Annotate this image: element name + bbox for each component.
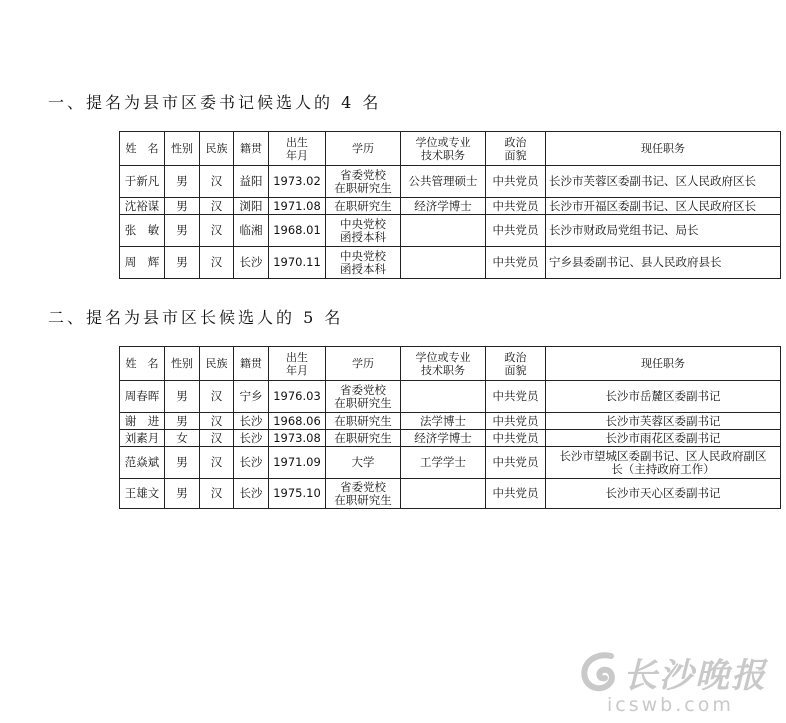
header-name: 姓 名	[120, 132, 165, 166]
cell-birth-date: 1970.11	[269, 247, 326, 279]
cell-degree: 法学博士	[401, 413, 486, 430]
swirl-logo-icon	[577, 650, 621, 694]
section-1-heading: 一、提名为县市区委书记候选人的 4 名	[48, 93, 382, 112]
cell-ethnicity: 汉	[200, 215, 234, 247]
cell-name: 于新凡	[120, 166, 165, 198]
cell-gender: 女	[165, 430, 200, 447]
cell-native-place: 长沙	[234, 430, 269, 447]
cell-current-position: 长沙市天心区委副书记	[546, 479, 781, 509]
header-gender: 性别	[165, 347, 200, 381]
table-row	[120, 430, 781, 447]
cell-degree: 经济学博士	[401, 198, 486, 215]
header-ethnicity: 民族	[200, 132, 234, 166]
header-birth-date: 出生 年月	[269, 347, 326, 381]
cell-degree: 公共管理硕士	[401, 166, 486, 198]
cell-political-status: 中共党员	[486, 479, 546, 509]
cell-political-status: 中共党员	[486, 447, 546, 479]
cell-education: 中央党校 函授本科	[326, 247, 401, 279]
cell-ethnicity: 汉	[200, 198, 234, 215]
cell-name: 周 辉	[120, 247, 165, 279]
cell-gender: 男	[165, 198, 200, 215]
cell-name: 谢 进	[120, 413, 165, 430]
cell-gender: 男	[165, 166, 200, 198]
table-row	[120, 413, 781, 430]
table-row	[120, 215, 781, 247]
section-2-heading: 二、提名为县市区长候选人的 5 名	[48, 308, 344, 327]
cell-ethnicity: 汉	[200, 447, 234, 479]
cell-current-position: 宁乡县委副书记、县人民政府县长	[546, 247, 781, 279]
cell-degree	[401, 247, 486, 279]
cell-birth-date: 1976.03	[269, 381, 326, 413]
cell-gender: 男	[165, 413, 200, 430]
header-degree: 学位或专业 技术职务	[401, 132, 486, 166]
header-education: 学历	[326, 347, 401, 381]
cell-native-place: 长沙	[234, 447, 269, 479]
cell-gender: 男	[165, 381, 200, 413]
cell-gender: 男	[165, 479, 200, 509]
header-current-position: 现任职务	[546, 347, 781, 381]
cell-degree: 工学学士	[401, 447, 486, 479]
table-header-row	[120, 347, 781, 381]
cell-education: 在职研究生	[326, 413, 401, 430]
table-row	[120, 447, 781, 479]
cell-political-status: 中共党员	[486, 413, 546, 430]
cell-degree: 经济学博士	[401, 430, 486, 447]
cell-native-place: 长沙	[234, 479, 269, 509]
cell-name: 王雄文	[120, 479, 165, 509]
cell-education: 在职研究生	[326, 430, 401, 447]
table-row	[120, 247, 781, 279]
table-row	[120, 479, 781, 509]
cell-gender: 男	[165, 447, 200, 479]
cell-political-status: 中共党员	[486, 430, 546, 447]
newspaper-name: 长沙晚报	[623, 656, 767, 696]
cell-education: 在职研究生	[326, 198, 401, 215]
cell-education: 大学	[326, 447, 401, 479]
cell-ethnicity: 汉	[200, 381, 234, 413]
cell-degree	[401, 215, 486, 247]
cell-native-place: 临湘	[234, 215, 269, 247]
cell-name: 张 敏	[120, 215, 165, 247]
cell-native-place: 益阳	[234, 166, 269, 198]
header-name: 姓 名	[120, 347, 165, 381]
table-header-row	[120, 132, 781, 166]
cell-political-status: 中共党员	[486, 166, 546, 198]
cell-name: 刘素月	[120, 430, 165, 447]
cell-birth-date: 1968.06	[269, 413, 326, 430]
cell-ethnicity: 汉	[200, 430, 234, 447]
table-row	[120, 198, 781, 215]
header-political-status: 政治 面貌	[486, 132, 546, 166]
cell-ethnicity: 汉	[200, 166, 234, 198]
cell-birth-date: 1973.08	[269, 430, 326, 447]
header-education: 学历	[326, 132, 401, 166]
secretary-candidates-table	[119, 131, 781, 279]
newspaper-watermark	[577, 648, 777, 718]
cell-current-position: 长沙市芙蓉区委副书记、区人民政府区长	[546, 166, 781, 198]
cell-name: 周春晖	[120, 381, 165, 413]
cell-education: 省委党校 在职研究生	[326, 381, 401, 413]
cell-education: 省委党校 在职研究生	[326, 479, 401, 509]
cell-current-position: 长沙市财政局党组书记、局长	[546, 215, 781, 247]
cell-birth-date: 1975.10	[269, 479, 326, 509]
cell-gender: 男	[165, 247, 200, 279]
cell-native-place: 长沙	[234, 247, 269, 279]
cell-political-status: 中共党员	[486, 198, 546, 215]
cell-name: 范焱斌	[120, 447, 165, 479]
cell-political-status: 中共党员	[486, 381, 546, 413]
cell-birth-date: 1971.09	[269, 447, 326, 479]
cell-current-position: 长沙市岳麓区委副书记	[546, 381, 781, 413]
cell-ethnicity: 汉	[200, 479, 234, 509]
header-gender: 性别	[165, 132, 200, 166]
header-native-place: 籍贯	[234, 347, 269, 381]
header-native-place: 籍贯	[234, 132, 269, 166]
cell-birth-date: 1973.02	[269, 166, 326, 198]
header-political-status: 政治 面貌	[486, 347, 546, 381]
header-current-position: 现任职务	[546, 132, 781, 166]
cell-native-place: 宁乡	[234, 381, 269, 413]
cell-political-status: 中共党员	[486, 247, 546, 279]
cell-native-place: 浏阳	[234, 198, 269, 215]
header-ethnicity: 民族	[200, 347, 234, 381]
cell-education: 省委党校 在职研究生	[326, 166, 401, 198]
cell-degree	[401, 479, 486, 509]
cell-gender: 男	[165, 215, 200, 247]
cell-education: 中央党校 函授本科	[326, 215, 401, 247]
cell-degree	[401, 381, 486, 413]
cell-birth-date: 1971.08	[269, 198, 326, 215]
mayor-candidates-table	[119, 346, 781, 509]
cell-current-position: 长沙市芙蓉区委副书记	[546, 413, 781, 430]
cell-birth-date: 1968.01	[269, 215, 326, 247]
header-birth-date: 出生 年月	[269, 132, 326, 166]
cell-native-place: 长沙	[234, 413, 269, 430]
table-row	[120, 381, 781, 413]
cell-political-status: 中共党员	[486, 215, 546, 247]
cell-ethnicity: 汉	[200, 247, 234, 279]
cell-name: 沈裕谋	[120, 198, 165, 215]
newspaper-url: icswb.com	[607, 694, 734, 716]
cell-ethnicity: 汉	[200, 413, 234, 430]
cell-current-position: 长沙市望城区委副书记、区人民政府副区 长（主持政府工作）	[546, 447, 781, 479]
cell-current-position: 长沙市开福区委副书记、区人民政府区长	[546, 198, 781, 215]
header-degree: 学位或专业 技术职务	[401, 347, 486, 381]
cell-current-position: 长沙市雨花区委副书记	[546, 430, 781, 447]
table-row	[120, 166, 781, 198]
